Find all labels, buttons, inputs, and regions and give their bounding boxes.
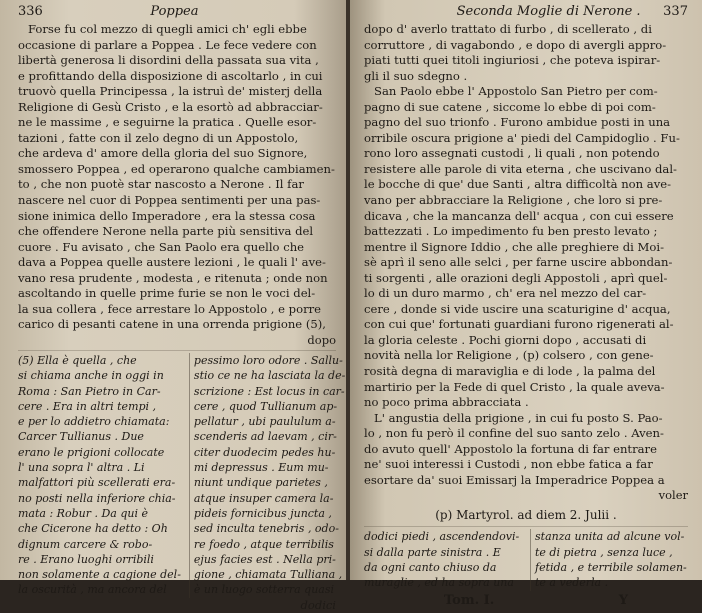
text-line: lo , non fu però il confine del suo santo zelo . Aven- bbox=[364, 426, 664, 441]
text-line: muraglie , ed ha sopra una bbox=[364, 576, 514, 590]
text-line: cere . Era in altri tempi , bbox=[18, 399, 157, 413]
text-line: ascoltando in quelle prime furie se non le voci del- bbox=[18, 286, 316, 301]
text-line: mata : Robur . Da qui è bbox=[18, 506, 148, 520]
text-line: con cui que' fortunati guardiani furono rigenerati al- bbox=[364, 317, 674, 332]
text-line: stanza unita ad alcune vol- bbox=[535, 530, 685, 544]
text-line: ti sorgenti , alle orazioni degli Appostoli , aprì quel- bbox=[364, 270, 668, 285]
text-line: dopo d' averlo trattato di furbo , di scellerato , di bbox=[364, 22, 652, 36]
text-line: la gloria celeste . Pochi giorni dopo , accusati di bbox=[364, 332, 647, 347]
text-line: rosità degna di maraviglia e di lode , la palma del bbox=[364, 364, 656, 379]
text-line: carico di pesanti catene in una orrenda prigione (5), bbox=[18, 317, 326, 332]
right-footnotes-col-1 bbox=[364, 529, 522, 590]
text-line: do avuto quell' Appostolo la fortuna di far entrare bbox=[364, 441, 657, 456]
text-line: si chiama anche in oggi in bbox=[18, 369, 164, 383]
text-line: è un luogo sotterra quasi bbox=[193, 583, 335, 597]
text-line: la oscurità , ma ancora del bbox=[18, 583, 167, 597]
text-line: te di pietra , senza luce , bbox=[535, 545, 673, 559]
text-line: mi depressus . Eum mu- bbox=[193, 461, 329, 475]
text-line: atque insuper camera la- bbox=[193, 491, 334, 505]
text-line: da ogni canto chiuso da bbox=[364, 561, 497, 574]
text-line: fetida , e terribile solamen- bbox=[535, 561, 687, 574]
text-line: che Cicerone ha detto : Oh bbox=[18, 522, 168, 536]
right-page-number: 337 bbox=[663, 4, 688, 19]
text-line: pessimo loro odore . Sallu- bbox=[193, 353, 343, 367]
text-line: sed inculta tenebris , odo- bbox=[193, 522, 339, 536]
left-catchword: dopo bbox=[307, 332, 336, 347]
text-line: San Paolo ebbe l' Appostolo San Pietro per com- bbox=[374, 84, 658, 99]
text-line: Roma : San Pietro in Car- bbox=[18, 384, 161, 398]
text-line: non solamente a cagione del- bbox=[18, 568, 181, 582]
left-page-number: 336 bbox=[18, 4, 43, 19]
text-line: ejus facies est . Nella pri- bbox=[193, 552, 336, 566]
right-running-head bbox=[364, 4, 688, 22]
text-line: pideis fornicibus juncta , bbox=[193, 506, 332, 520]
text-line: ne le massime , e seguirne la pratica . Quelle esor- bbox=[18, 115, 317, 130]
text-line: vano per abbracciare la Religione , che loro si pre- bbox=[364, 193, 663, 208]
text-line: dignum carcere & robo- bbox=[18, 537, 153, 551]
text-line: dava a Poppea quelle austere lezioni , le quali l' ave- bbox=[18, 255, 326, 270]
text-line: battezzati . Lo impedimento fu ben presto levato ; bbox=[364, 224, 658, 239]
text-line: novità nella lor Religione , (p) colsero , con gene- bbox=[364, 348, 654, 363]
text-line: rono loro assegnati custodi , li quali , non potendo bbox=[364, 146, 660, 161]
text-line: la sua collera , fece arrestare lo Appostolo , e porre bbox=[18, 301, 322, 316]
text-line: to , che non puotè star nascosto a Nerone . Il far bbox=[18, 177, 304, 192]
text-line: sione inimica dello Imperadore , era la stessa cosa bbox=[18, 208, 316, 223]
text-line: resistere alle parole di vita eterna , che uscivano dal- bbox=[364, 161, 677, 176]
text-line: L' angustia della prigione , in cui fu posto S. Pao- bbox=[374, 410, 663, 425]
text-line: che ardeva d' amore della gloria del suo Signore, bbox=[18, 146, 308, 161]
text-line: le bocche di que' due Santi , altra difficoltà non ave- bbox=[364, 177, 672, 192]
page-signature bbox=[364, 593, 688, 608]
left-body-text bbox=[18, 22, 336, 333]
left-footnotes bbox=[18, 350, 346, 598]
text-line: sè aprì il seno alle selci , per farne uscire abbondan- bbox=[364, 255, 673, 270]
text-line: cuore . Fu avisato , che San Paolo era quello che bbox=[18, 239, 305, 254]
text-line: si dalla parte sinistra . E bbox=[364, 545, 501, 559]
text-line: mentre il Signore Iddio , che alle preghiere di Moi- bbox=[364, 239, 664, 254]
right-footnotes bbox=[364, 526, 688, 590]
text-line: gli il suo sdegno . bbox=[364, 68, 468, 83]
text-line: no poco prima abbracciata . bbox=[364, 395, 529, 410]
text-line: che offendere Nerone nella parte più sensitiva del bbox=[18, 224, 314, 239]
text-line: re foedo , atque terribilis bbox=[193, 537, 334, 551]
left-footnote-catchword: dodici bbox=[300, 597, 336, 612]
signature-volume: Tom. I. bbox=[444, 592, 495, 608]
text-line: scenderis ad laevam , cir- bbox=[193, 430, 337, 444]
text-line: corruttore , di vagabondo , e dopo di avergli appro- bbox=[364, 37, 667, 52]
text-line: Carcer Tullianus . Due bbox=[18, 430, 144, 444]
text-line: vano resa prudente , modesta , e ritenuta ; onde non bbox=[18, 270, 328, 285]
text-line: dicava , che la mancanza dell' acqua , con cui essere bbox=[364, 208, 674, 223]
left-running-head bbox=[18, 4, 336, 22]
text-line: te a vederla . bbox=[535, 576, 609, 590]
text-line: smossero Poppea , ed operarono qualche cambiamen- bbox=[18, 161, 335, 176]
text-line: esortare da' suoi Emissarj la Imperadrice Poppea a bbox=[364, 472, 665, 487]
text-line: pellatur , ubi paululum a- bbox=[193, 415, 336, 429]
text-line: no posti nella inferiore chia- bbox=[18, 491, 176, 505]
text-line: e per lo addietro chiamata: bbox=[18, 415, 170, 429]
text-line: Forse fu col mezzo di quegli amici ch' egli ebbe bbox=[28, 22, 307, 36]
left-page bbox=[0, 0, 346, 612]
text-line: piati tutti quei titoli ingiuriosi , che poteva ispirar- bbox=[364, 53, 661, 68]
right-catchword: voler bbox=[658, 488, 688, 503]
text-line: citer duodecim pedes hu- bbox=[193, 445, 336, 459]
left-running-title: Poppea bbox=[150, 4, 199, 19]
text-line: ne' suoi interessi i Custodi , non ebbe fatica a far bbox=[364, 457, 653, 472]
text-line: e profittando della disposizione di ascoltarlo , in cui bbox=[18, 68, 323, 83]
text-line: pagno del suo trionfo . Furono ambidue posti in una bbox=[364, 115, 671, 130]
text-line: occasione di parlare a Poppea . Le fece vedere con bbox=[18, 37, 317, 52]
text-line: cere , quod Tullianum ap- bbox=[193, 399, 338, 413]
text-line: martirio per la Fede di quel Cristo , la quale aveva- bbox=[364, 379, 665, 394]
text-line: pagno di sue catene , siccome lo ebbe di poi com- bbox=[364, 99, 656, 114]
text-line: cere , donde si vide uscire una scaturigine d' acqua, bbox=[364, 301, 671, 316]
text-line: Religione di Gesù Cristo , e la esortò ad abbracciar- bbox=[18, 99, 323, 114]
text-line: erano le prigioni collocate bbox=[18, 445, 165, 459]
left-footnotes-col-1 bbox=[18, 353, 181, 598]
text-line: libertà generosa li disordini della passata sua vita , bbox=[18, 53, 319, 68]
text-line: tazioni , fatte con il zelo degno di un Appostolo, bbox=[18, 130, 299, 145]
text-line: stio ce ne ha lasciata la de- bbox=[193, 369, 346, 383]
right-running-title: Seconda Moglie di Nerone . bbox=[456, 4, 641, 19]
left-footnotes-col-2 bbox=[189, 353, 345, 598]
text-line: re . Erano luoghi orribili bbox=[18, 552, 154, 566]
text-line: (5) Ella è quella , che bbox=[18, 353, 137, 367]
right-footnote-p: (p) Martyrol. ad diem 2. Julii . bbox=[435, 508, 617, 523]
text-line: truovò quella Principessa , la istruì de' misterj della bbox=[18, 84, 323, 99]
signature-mark: Y bbox=[618, 592, 628, 608]
text-line: gione , chiamata Tulliana , bbox=[193, 568, 343, 582]
text-line: l' una sopra l' altra . Li bbox=[18, 461, 145, 475]
right-page bbox=[350, 0, 702, 608]
text-line: lo di un duro marmo , ch' era nel mezzo del car- bbox=[364, 286, 647, 301]
text-line: dodici piedi , ascendendovi- bbox=[364, 530, 520, 544]
text-line: nascere nel cuor di Poppea sentimenti per una pas- bbox=[18, 193, 321, 208]
right-footnotes-col-2 bbox=[530, 529, 688, 590]
text-line: malfattori più scellerati era- bbox=[18, 476, 176, 490]
text-line: orribile oscura prigione a' piedi del Campidoglio . Fu- bbox=[364, 130, 680, 145]
text-line: niunt undique parietes , bbox=[193, 476, 328, 490]
right-body-text bbox=[364, 22, 688, 488]
text-line: scrizione : Est locus in car- bbox=[193, 384, 345, 398]
